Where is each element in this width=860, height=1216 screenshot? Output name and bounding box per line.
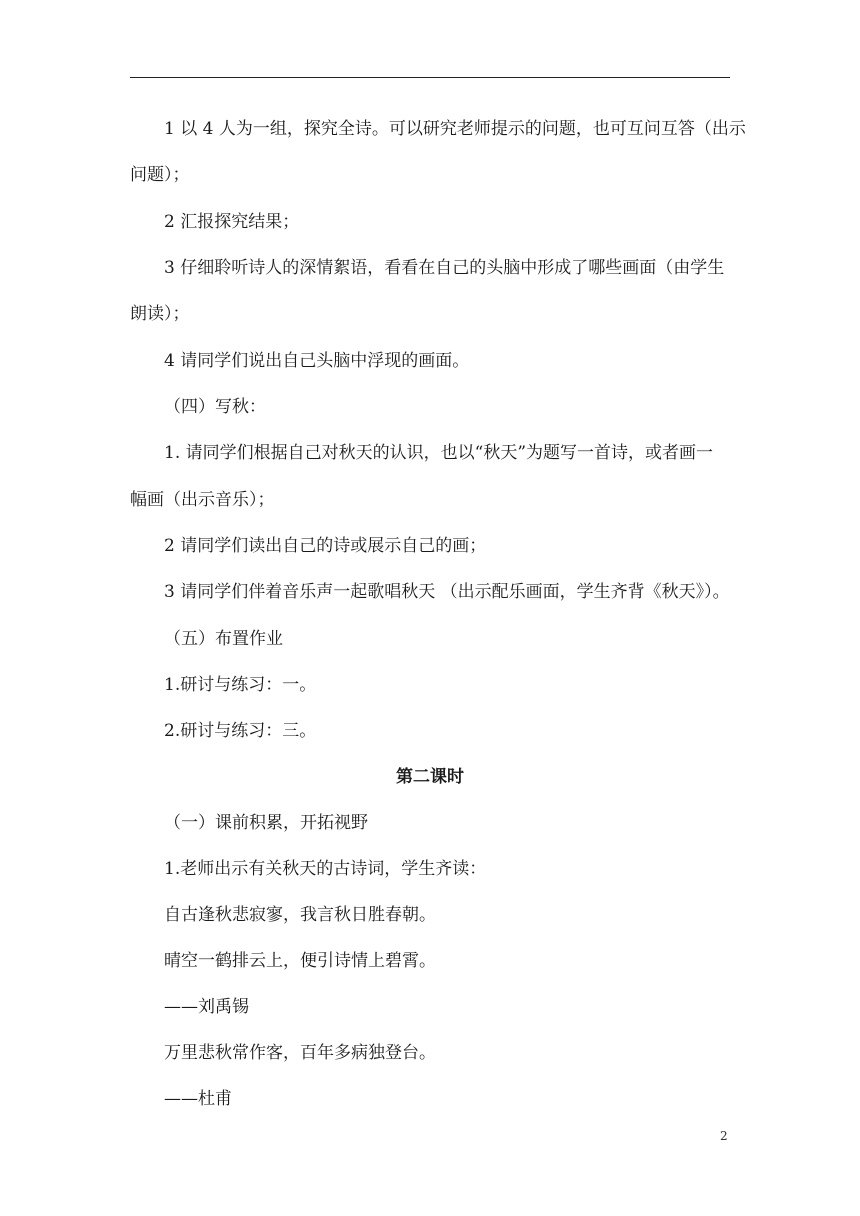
poem-author: ——刘禹锡 <box>164 997 249 1017</box>
paragraph-line: 1 以 4 人为一组，探究全诗。可以研究老师提示的问题，也可互问互答（出示 <box>164 119 746 139</box>
paragraph-line: 幅画（出示音乐）； <box>130 490 275 510</box>
section-heading: （五）布置作业 <box>164 629 283 649</box>
paragraph-line: 2 汇报探究结果； <box>164 212 300 232</box>
paragraph-line: 2.研讨与练习：三。 <box>164 721 317 741</box>
section-heading: （四）写秋： <box>164 397 266 417</box>
paragraph-line: 问题）； <box>130 165 190 185</box>
section-heading: （一）课前积累，开拓视野 <box>164 813 368 833</box>
paragraph-line: 朗读）； <box>130 304 190 324</box>
poem-line: 自古逢秋悲寂寥，我言秋日胜春朝。 <box>164 905 436 925</box>
poem-author: ——杜甫 <box>164 1089 232 1109</box>
paragraph-line: 1.老师出示有关秋天的古诗词，学生齐读： <box>164 859 487 879</box>
paragraph-line: 1. 请同学们根据自己对秋天的认识，也以“秋天”为题写一首诗，或者画一 <box>164 443 714 463</box>
paragraph-line: 4 请同学们说出自己头脑中浮现的画面。 <box>164 351 470 371</box>
lesson-title: 第二课时 <box>396 767 464 787</box>
header-rule <box>130 77 730 78</box>
paragraph-line: 3 仔细聆听诗人的深情絮语，看看在自己的头脑中形成了哪些画面（由学生 <box>164 258 725 278</box>
paragraph-line: 1.研讨与练习：一。 <box>164 675 317 695</box>
poem-line: 万里悲秋常作客，百年多病独登台。 <box>164 1043 436 1063</box>
paragraph-line: 3 请同学们伴着音乐声一起歌唱秋天 （出示配乐画面，学生齐背《秋天》）。 <box>164 582 730 602</box>
page-number: 2 <box>720 1129 728 1143</box>
poem-line: 晴空一鹤排云上，便引诗情上碧霄。 <box>164 951 436 971</box>
paragraph-line: 2 请同学们读出自己的诗或展示自己的画； <box>164 536 487 556</box>
